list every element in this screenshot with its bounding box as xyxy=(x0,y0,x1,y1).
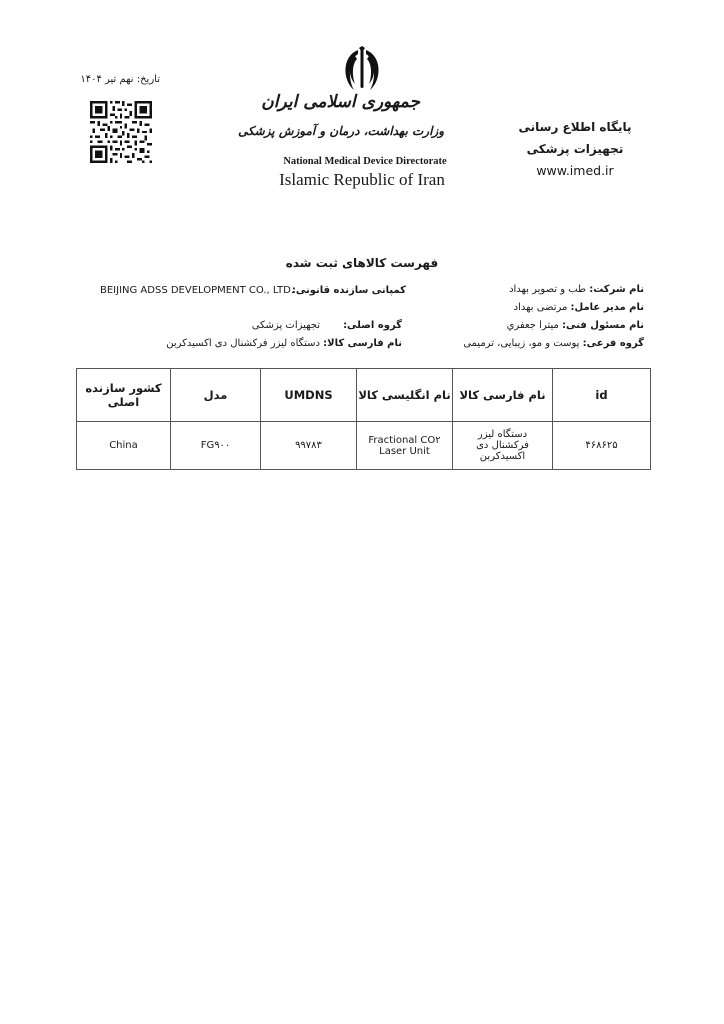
ministry-title: وزارت بهداشت، درمان و آموزش پزشکی xyxy=(238,124,444,138)
legal-maker-value: BEIJING ADSS DEVELOPMENT CO., LTD. xyxy=(100,285,295,296)
directorate-title: National Medical Device Directorate xyxy=(283,156,447,167)
goods-table xyxy=(76,368,651,470)
main-group-label: گروه اصلی: xyxy=(343,320,402,331)
main-group-value: تجهیزات پزشکی xyxy=(251,320,320,331)
table-row xyxy=(77,422,651,470)
republic-title: جمهوری اسلامی ایران xyxy=(261,92,420,112)
fa-name-value: دستگاه لیزر فرکشنال دی اکسیدکربن xyxy=(166,338,320,349)
fa-name-label: نام فارسی کالا: xyxy=(323,338,402,349)
portal-url-link[interactable]: www.imed.ir xyxy=(536,163,614,178)
col-header-fa-name: نام فارسی کالا xyxy=(453,369,553,422)
company-name-row xyxy=(420,284,644,295)
issue-date: تاریخ: نهم تیر ۱۴۰۴ xyxy=(80,74,160,85)
cell-id: ۴۶۸۶۲۵ xyxy=(553,422,651,470)
portal-line1: پایگاه اطلاع رسانی xyxy=(518,120,632,134)
legal-maker-label: کمپانی سازنده قانونی: xyxy=(291,285,406,296)
manager-label: نام مدیر عامل: xyxy=(570,302,644,313)
tech-manager-row xyxy=(420,320,644,331)
cell-fa-name: دستگاه لیزر فرکشنال دی اکسیدکربن xyxy=(453,422,553,470)
page-title: فهرست کالاهای ثبت شده xyxy=(285,256,439,270)
country-title: Islamic Republic of Iran xyxy=(279,170,445,189)
iran-emblem-icon xyxy=(336,46,388,94)
tech-value: میترا جعفري xyxy=(506,320,559,331)
subgroup-value: پوست و مو، زیبایی، ترمیمی xyxy=(463,338,580,349)
col-header-en-name: نام انگلیسی کالا xyxy=(357,369,453,422)
subgroup-row xyxy=(420,338,644,349)
subgroup-label: گروه فرعی: xyxy=(582,338,644,349)
col-header-country: کشور سازنده اصلی xyxy=(77,369,171,422)
company-value: طب و تصویر بهداد xyxy=(509,284,587,295)
col-header-model: مدل xyxy=(171,369,261,422)
tech-label: نام مسئول فنی: xyxy=(562,320,644,331)
qr-code-icon xyxy=(90,101,152,163)
company-label: نام شرکت: xyxy=(589,284,644,295)
portal-line2: تجهیزات پزشکی xyxy=(526,142,624,156)
col-header-id: id xyxy=(553,369,651,422)
cell-model: FG۹۰۰ xyxy=(171,422,261,470)
portal-info xyxy=(510,116,640,182)
cell-umdns: ۹۹۷۸۳ xyxy=(261,422,357,470)
col-header-umdns: UMDNS xyxy=(261,369,357,422)
manager-row xyxy=(420,302,644,313)
cell-country: China xyxy=(77,422,171,470)
cell-en-name: Fractional CO۲ Laser Unit xyxy=(357,422,453,470)
manager-value: مرتضی بهداد xyxy=(513,302,568,313)
table-header-row xyxy=(77,369,651,422)
